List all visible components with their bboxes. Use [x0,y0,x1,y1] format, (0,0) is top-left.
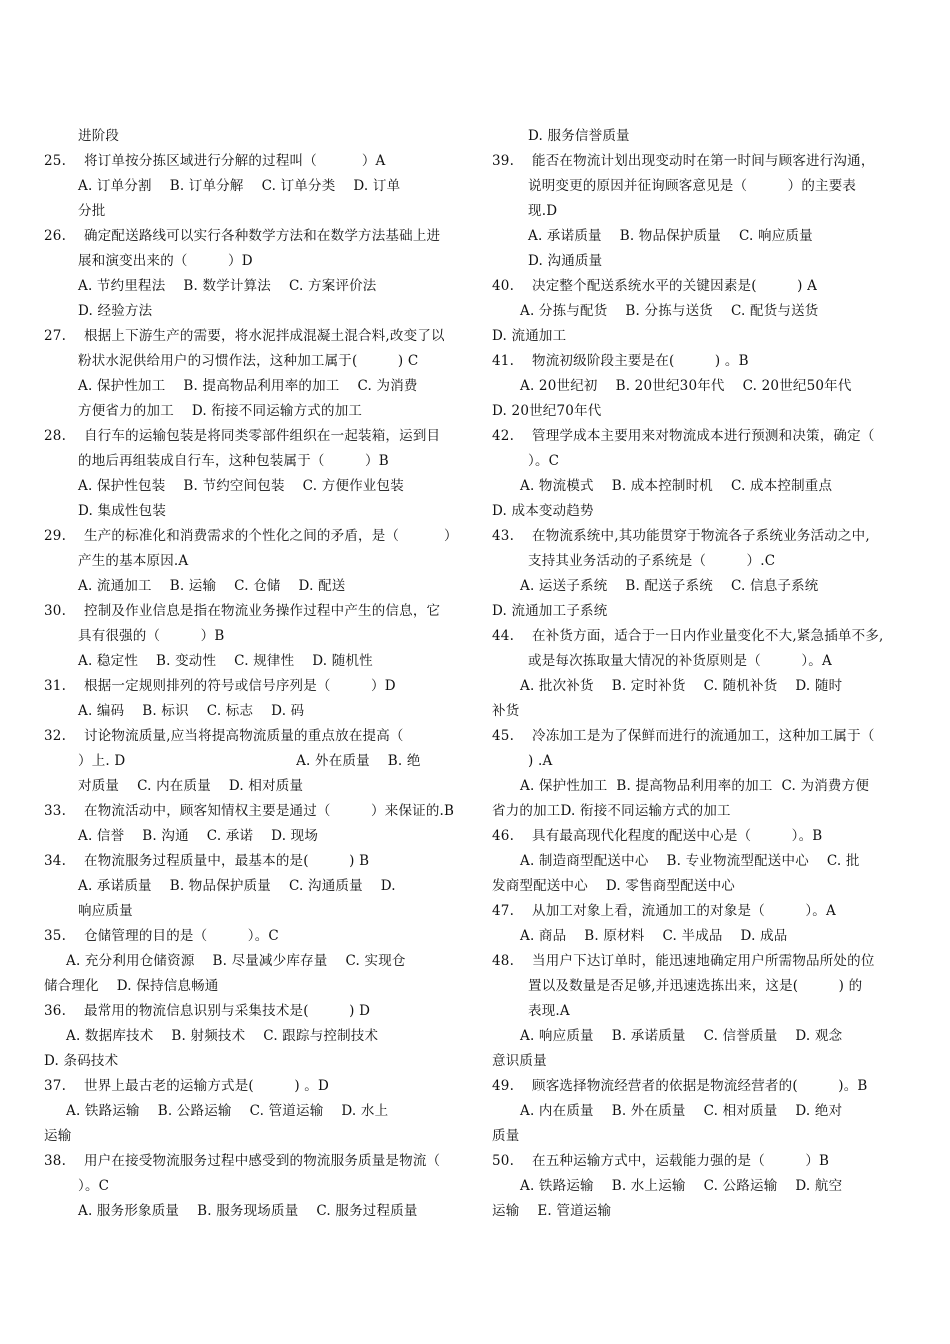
text-line: D. 成本变动趋势 [492,503,594,519]
text-line: 表现.A [528,1003,570,1019]
text-line: A. 流通加工 B. 运输 C. 仓储 D. 配送 [78,578,346,594]
text-line: 31. 根据一定规则排列的符号或信号序列是（ ）D [44,678,396,694]
text-line: 30. 控制及作业信息是指在物流业务操作过程中产生的信息，它 [44,603,441,619]
text-line: 28. 自行车的运输包装是将同类零部件组织在一起装箱，运到目 [44,428,441,444]
text-line: 42. 管理学成本主要用来对物流成本进行预测和决策，确定（ [492,428,875,444]
text-line: D. 流通加工 [492,328,567,344]
text-line: 39. 能否在物流计划出现变动时在第一时间与顾客进行沟通， [492,153,875,169]
text-line: 分批 [78,203,106,219]
text-line: D. 20世纪70年代 [492,403,602,419]
text-line: D. 流通加工子系统 [492,603,608,619]
text-line: 方便省力的加工 D. 衔接不同运输方式的加工 [78,403,363,419]
text-line: 40. 决定整个配送系统水平的关键因素是( ) A [492,278,818,294]
right-column [492,124,902,1224]
text-line: 43. 在物流系统中,其功能贯穿于物流各子系统业务活动之中, [492,528,870,544]
text-line: D. 集成性包装 [78,503,167,519]
text-line: A. 铁路运输 B. 公路运输 C. 管道运输 D. 水上 [66,1103,389,1119]
text-line: A. 保护性加工 B. 提高物品利用率的加工 C. 为消费方便 [520,778,870,794]
text-line: A. 铁路运输 B. 水上运输 C. 公路运输 D. 航空 [520,1178,843,1194]
text-line: 44. 在补货方面，适合于一日内作业量变化不大,紧急插单不多, [492,628,884,644]
text-line: A. 20世纪初 B. 20世纪30年代 C. 20世纪50年代 [520,378,852,394]
text-line: 38. 用户在接受物流服务过程中感受到的物流服务质量是物流（ [44,1153,441,1169]
text-line: A. 运送子系统 B. 配送子系统 C. 信息子系统 [520,578,819,594]
text-line: 进阶段 [78,128,120,144]
text-line: A. 物流模式 B. 成本控制时机 C. 成本控制重点 [520,478,833,494]
text-line: A. 节约里程法 B. 数学计算法 C. 方案评价法 [78,278,377,294]
text-line: 粉状水泥供给用户的习惯作法，这种加工属于( ) C [78,353,419,369]
text-line: 具有很强的（ ）B [78,628,225,644]
text-line: 产生的基本原因.A [78,553,189,569]
text-line: A. 内在质量 B. 外在质量 C. 相对质量 D. 绝对 [520,1103,843,1119]
text-line: 25. 将订单按分拣区域进行分解的过程叫（ ）A [44,153,386,169]
text-line: 发商型配送中心 D. 零售商型配送中心 [492,878,735,894]
text-line: A. 信誉 B. 沟通 C. 承诺 D. 现场 [78,828,319,844]
text-line: 46. 具有最高现代化程度的配送中心是（ ）。B [492,828,823,844]
text-line: 41. 物流初级阶段主要是在( ) 。B [492,353,749,369]
text-line: 现.D [528,203,558,219]
text-line: 支持其业务活动的子系统是（ ）.C [528,553,776,569]
text-line: 储合理化 D. 保持信息畅通 [44,978,219,994]
text-line: 34. 在物流服务过程质量中，最基本的是( ) B [44,853,370,869]
text-line: A. 分拣与配货 B. 分拣与送货 C. 配货与送货 [520,303,819,319]
text-line: 50. 在五种运输方式中，运载能力强的是（ ）B [492,1153,830,1169]
text-line: 33. 在物流活动中，顾客知情权主要是通过（ ）来保证的.B [44,803,455,819]
text-line: 36. 最常用的物流信息识别与采集技术是( ) D [44,1003,371,1019]
text-line: 或是每次拣取量大情况的补货原则是（ ）。A [528,653,832,669]
text-line: 省力的加工D. 衔接不同运输方式的加工 [492,803,731,819]
text-line: 49. 顾客选择物流经营者的依据是物流经营者的( )。B [492,1078,868,1094]
text-line: ) .A [528,753,553,769]
text-line: 对质量 C. 内在质量 D. 相对质量 [78,778,304,794]
text-line: A. 充分利用仓储资源 B. 尽量减少库存量 C. 实现仓 [66,953,406,969]
text-line: A. 制造商型配送中心 B. 专业物流型配送中心 C. 批 [520,853,860,869]
text-line: A. 响应质量 B. 承诺质量 C. 信誉质量 D. 观念 [520,1028,843,1044]
text-line: 37. 世界上最古老的运输方式是( ) 。D [44,1078,330,1094]
text-line: A. 商品 B. 原材料 C. 半成品 D. 成品 [520,928,788,944]
text-line: A. 保护性加工 B. 提高物品利用率的加工 C. 为消费 [78,378,418,394]
text-line: 48. 当用户下达订单时，能迅速地确定用户所需物品所处的位 [492,953,875,969]
text-line: 26. 确定配送路线可以实行各种数学方法和在数学方法基础上进 [44,228,441,244]
text-line: A. 保护性包装 B. 节约空间包装 C. 方便作业包装 [78,478,404,494]
text-line: A. 编码 B. 标识 C. 标志 D. 码 [78,703,305,719]
text-line: D. 服务信誉质量 [528,128,630,144]
text-line: A. 订单分割 B. 订单分解 C. 订单分类 D. 订单 [78,178,401,194]
text-line: A. 数据库技术 B. 射频技术 C. 跟踪与控制技术 [66,1028,379,1044]
text-line: A. 承诺质量 B. 物品保护质量 C. 沟通质量 D. [78,878,396,894]
text-line: 运输 [44,1128,72,1144]
text-line: 的地后再组装成自行车，这种包装属于（ ）B [78,453,389,469]
text-line: 27. 根据上下游生产的需要，将水泥拌成混凝土混合料,改变了以 [44,328,445,344]
text-line: ）。C [78,1178,110,1194]
text-line: 置以及数量是否足够,并迅速选拣出来，这是( ) 的 [528,978,863,994]
text-line: 45. 冷冻加工是为了保鲜而进行的流通加工，这种加工属于（ [492,728,875,744]
text-line: 35. 仓储管理的目的是（ ）。C [44,928,279,944]
text-line: 补货 [492,703,520,719]
text-line: 运输 E. 管道运输 [492,1203,612,1219]
text-line: 32. 讨论物流质量,应当将提高物流质量的重点放在提高（ [44,728,404,744]
left-column [44,124,464,1224]
text-line: A. 稳定性 B. 变动性 C. 规律性 D. 随机性 [78,653,373,669]
text-line: D. 条码技术 [44,1053,119,1069]
text-line: 展和演变出来的（ ）D [78,253,253,269]
text-line: ）。C [528,453,560,469]
text-line: 质量 [492,1128,520,1144]
text-line: 意识质量 [492,1053,547,1069]
text-line: A. 承诺质量 B. 物品保护质量 C. 响应质量 [528,228,813,244]
text-line: D. 经验方法 [78,303,153,319]
text-line: A. 批次补货 B. 定时补货 C. 随机补货 D. 随时 [520,678,843,694]
text-line: A. 服务形象质量 B. 服务现场质量 C. 服务过程质量 [78,1203,418,1219]
text-line: 说明变更的原因并征询顾客意见是（ ）的主要表 [528,178,857,194]
text-line: ）上. D A. 外在质量 B. 绝 [78,753,421,769]
text-line: D. 沟通质量 [528,253,603,269]
text-line: 响应质量 [78,903,133,919]
text-line: 47. 从加工对象上看，流通加工的对象是（ ）。A [492,903,836,919]
text-line: 29. 生产的标准化和消费需求的个性化之间的矛盾，是（ ） [44,528,458,544]
